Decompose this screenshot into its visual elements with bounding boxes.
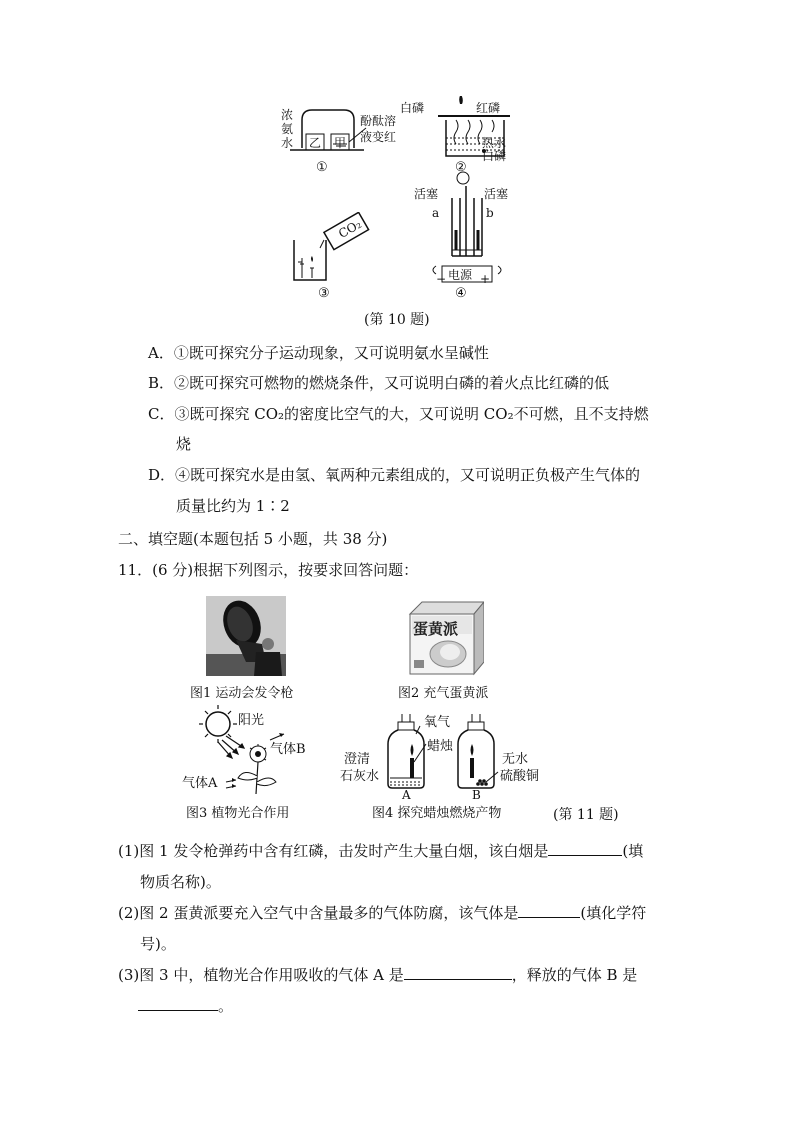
fig2-product-name: 蛋黄派 [413,620,459,638]
label-red-phosphorus: 红磷 [476,101,501,115]
figure-11-caption: (第 11 题) [553,807,619,823]
label-hot-water: 热水 [482,136,507,150]
option-letter: D． [148,466,176,484]
label-concentrated: 浓 [281,108,294,122]
sub-question-3-continuation [138,996,233,1016]
label-stopcock-right: 活塞 [484,187,509,201]
answer-blank-2[interactable] [518,903,580,918]
diagram-2-number: ② [455,160,467,175]
sub-question-3-text: (3)图 3 中，植物光合作用吸收的气体 A 是 [118,966,404,984]
fig1-caption: 图1 运动会发令枪 [190,686,294,701]
label-turns-red: 液变红 [360,130,397,144]
label-white-phosphorus-bottom: 白磷 [482,149,507,163]
sub-question-1-hint: (填 [622,842,644,860]
label-b: b [486,206,494,220]
label-cuso4-line2: 硫酸铜 [500,769,540,784]
fig3-caption: 图3 植物光合作用 [186,806,290,821]
label-gas-a: 气体A [182,776,218,791]
sub-question-3 [118,965,637,985]
label-water: 水 [281,136,294,150]
sub-question-1 [118,841,643,861]
figure-10-caption: (第 10 题) [364,312,430,328]
label-ammonia: 氨 [281,122,294,136]
sub-question-2-continuation: 号)。 [140,935,176,953]
label-limewater-line1: 澄清 [344,752,371,767]
label-white-phosphorus-top: 白磷 [400,101,425,115]
diagram-2-combustion [424,96,524,166]
label-oxygen: 氧气 [424,715,451,730]
option-a [148,343,489,363]
fig4-caption: 图4 探究蜡烛燃烧产物 [372,806,502,821]
option-text: ④既可探究水是由氢、氧两种元素组成的，又可说明正负极产生气体的 [175,466,641,484]
label-co2-bottle: CO₂ [336,216,364,242]
answer-blank-3b[interactable] [138,996,218,1011]
label-bottle-b: B [472,788,481,802]
photo-starting-pistol [206,596,286,676]
label-negative: − [436,272,447,286]
option-b [148,373,609,393]
sub-question-2-hint: (填化学符 [580,904,647,922]
question-11-stem: 11．(6 分)根据下列图示，按要求回答问题： [118,561,419,579]
option-c-continuation: 烧 [176,435,192,453]
label-gas-b: 气体B [270,742,306,757]
section-heading: 二、填空题(本题包括 5 小题，共 38 分) [118,530,388,548]
sub-question-2-text: (2)图 2 蛋黄派要充入空气中含量最多的气体防腐，该气体是 [118,904,519,922]
label-cuso4-line1: 无水 [502,752,529,767]
option-letter: A． [148,344,174,362]
label-candle: 蜡烛 [427,739,454,754]
label-a: a [432,206,440,220]
option-d-continuation: 质量比约为 1∶2 [176,497,290,515]
diagram-1-number: ① [316,160,328,175]
label-limewater-line2: 石灰水 [340,769,380,784]
label-phenolphthalein: 酚酞溶 [360,114,397,128]
label-sunlight: 阳光 [238,713,265,728]
label-power-source: 电源 [448,268,473,282]
option-text: ③既可探究 CO₂的密度比空气的大，又可说明 CO₂不可燃，且不支持燃 [174,405,649,423]
diagram-3-number: ③ [318,286,330,301]
sub-question-2 [118,903,646,923]
option-text: ②既可探究可燃物的燃烧条件，又可说明白磷的着火点比红磷的低 [174,374,610,392]
answer-blank-1[interactable] [548,841,622,856]
sub-question-3-text-b: ，释放的气体 B 是 [511,966,638,984]
fig2-caption: 图2 充气蛋黄派 [398,686,489,701]
option-letter: C． [148,405,175,423]
option-d [148,465,640,485]
label-positive: + [480,272,491,286]
option-text: ①既可探究分子运动现象，又可说明氨水呈碱性 [173,344,489,362]
label-stopcock-left: 活塞 [414,187,439,201]
label-beaker-yi: 乙 [309,136,322,150]
label-beaker-jia: 甲 [334,136,347,150]
label-bottle-a: A [402,788,411,802]
diagram-4-number: ④ [455,286,467,301]
answer-blank-3a[interactable] [404,965,512,980]
sub-question-1-text: (1)图 1 发令枪弹药中含有红磷，击发时产生大量白烟，该白烟是 [118,842,549,860]
sub-question-3-end: 。 [218,997,234,1015]
option-letter: B． [148,374,175,392]
option-c [148,404,649,424]
sub-question-1-continuation: 物质名称)。 [140,873,221,891]
